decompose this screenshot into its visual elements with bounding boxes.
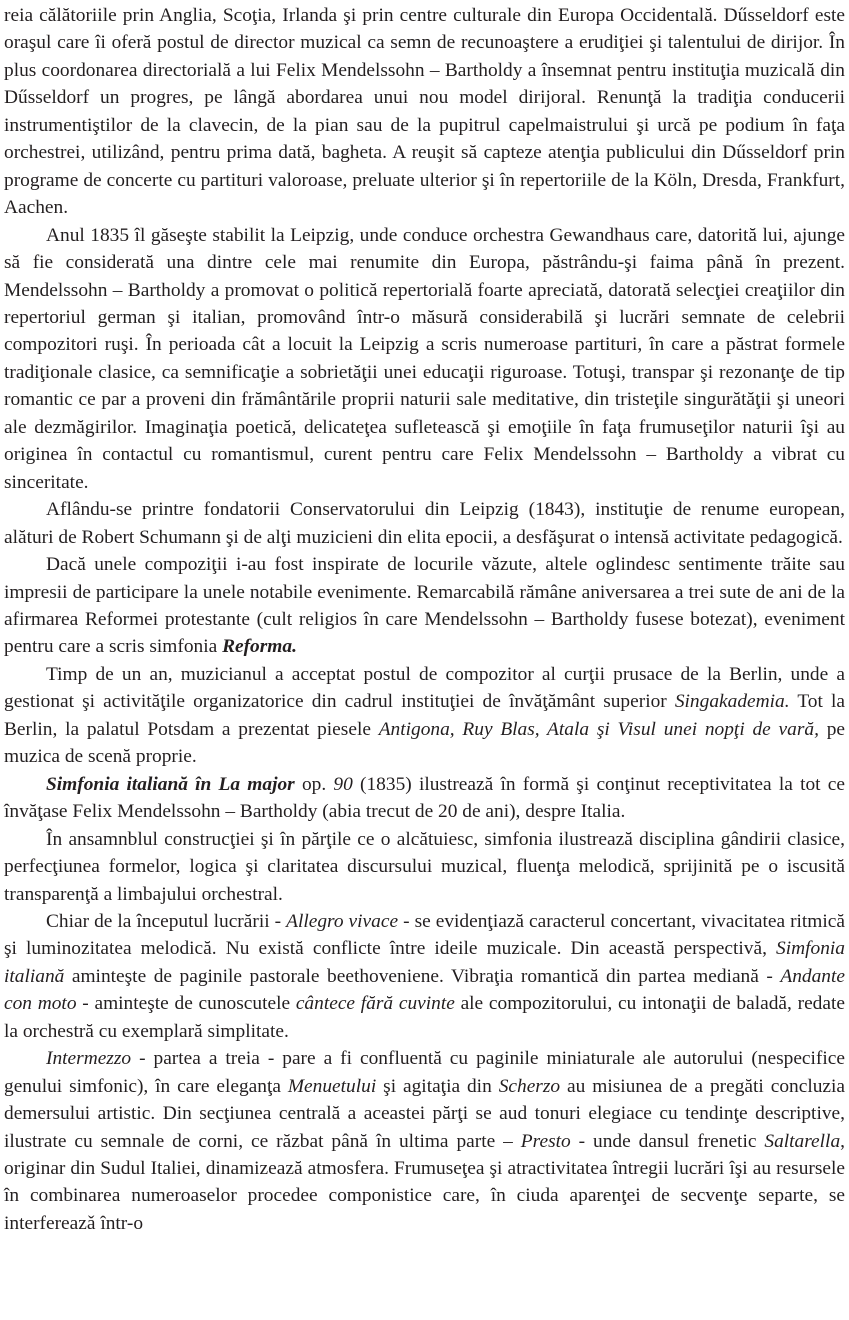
- italic-run: cântece fără cuvinte: [295, 993, 455, 1015]
- italic-run: Allegro vivace: [286, 910, 399, 932]
- text-run: Tot la Berlin, la palatul Potsdam a prezentat piesele: [4, 691, 845, 740]
- italic-run: Intermezzo: [46, 1048, 132, 1070]
- italic-run: Andante con moto: [4, 965, 845, 1015]
- text-run: pe muzica de scenă proprie.: [4, 718, 846, 768]
- text-run: - unde dansul frenetic: [570, 1130, 765, 1152]
- paragraph: [4, 661, 845, 771]
- italic-run: Antigona, Ruy Blas, Atala şi Visul unei nopţi de vară,: [378, 718, 819, 740]
- paragraph: [4, 1045, 845, 1237]
- text-run: şi agitaţia din: [376, 1075, 499, 1097]
- text-run: aminteşte de paginile pastorale beethoveniene. Vibraţia romantică din partea mediană -: [64, 965, 781, 987]
- text-run: op.: [294, 773, 334, 795]
- text-run: au misiunea de a pregăti concluzia demersului artistic. Din secţiunea centrală a aceastei părţi se aud tonuri elegiace cu tendinţe descriptive, ilustrate cu semnale de corni, ce răzbat până în ultima parte –: [4, 1075, 845, 1152]
- text-run: Dacă unele compoziţii i-au fost inspirate de locurile văzute, altele oglindesc sentimente trăite sau impresii de participare la unele notabile evenimente. Remarcabilă rămâne aniversarea a trei sute de ani de la afirmarea Reformei protestante (cult religios în care Mendelssohn – Bartholdy fusese botezat), eveniment pentru care a scris simfonia: [4, 554, 845, 658]
- text-run: În ansamnblul construcţiei şi în părţile ce o alcătuiesc, simfonia ilustrează disciplina gândirii clasice, perfecţiunea formelor, logica şi claritatea discursului muzical, fluenţa melodică, sprijinită pe o iscusită transparenţă a limbajului orchestral.: [4, 828, 845, 905]
- paragraph: [4, 826, 845, 908]
- text-run: Anul 1835 îl găseşte stabilit la Leipzig, unde conduce orchestra Gewandhaus care, datorită lui, ajunge să fie considerată una dintre cele mai renumite din Europa, păstrându-şi faima până în prezent. Mendelssohn – Bartholdy a promovat o politică repertorială foarte apreciată, datorată selecţiei creaţiilor din repertoriul german şi italian, promovând într-o măsură considerabilă şi lucrări semnate de celebrii compozitori ruşi. În perioada cât a locuit la Leipzig a scris numeroase partituri, în care a păstrat formele tradiţionale clasice, ca semnificaţie a sobrietăţii unei educaţii riguroase. Totuşi, transpar şi rezonanţe de tip romantic ce par a proveni din frământările proprii naturii sale meditative, din tristeţile singurătăţii şi uneori ale dezmăgirilor. Imaginaţia poetică, delicateţea sufletească şi emoţiile în faţa frumuseţilor naturii îşi au originea în contactul cu romantismul, curent pentru care Felix Mendelssohn – Bartholdy a vibrat cu sinceritate.: [4, 224, 845, 493]
- italic-run: Menuetului: [287, 1075, 377, 1097]
- italic-run: Simfonia italiană: [4, 938, 845, 987]
- paragraph: [4, 551, 845, 661]
- italic-run: Saltarella: [764, 1130, 841, 1152]
- symphony-title-italiana: Simfonia italiană în La major: [46, 773, 295, 795]
- text-run: Timp de un an, muzicianul a acceptat postul de compozitor al curţii prusace de la Berlin, unde a gestionat şi activităţile organizatorice din cadrul instituţiei de învăţământ superior: [4, 663, 845, 713]
- paragraph: [4, 771, 845, 826]
- italic-run: Scherzo: [498, 1075, 561, 1097]
- paragraph: [4, 496, 845, 551]
- text-run: reia călătoriile prin Anglia, Scoţia, Irlanda şi prin centre culturale din Europa Occidentală. Dűsseldorf este oraşul care îi oferă postul de director muzical ca semn de recunoaştere a erudiţiei şi talentului de dirijor. În plus coordonarea directorială a lui Felix Mendelssohn – Bartholdy a însemnat pentru instituţia muzicală din Dűsseldorf un progres, pe lângă abordarea unui nou model dirijoral. Renunţă la tradiţia conducerii instrumentiştilor de la clavecin, de la pian sau de la pupitrul capelmaistrului şi urcă pe podium în faţa orchestrei, utilizând, pentru prima dată, bagheta. A reuşit să capteze atenţia publicului din Dűsseldorf prin programe de concerte cu partituri valoroase, preluate ulterior şi în repertoriile de la Köln, Dresda, Frankfurt, Aachen.: [4, 5, 845, 219]
- text-run: (1835) ilustrează în formă şi conţinut receptivitatea la tot ce învăţase Felix Mendelssohn – Bartholdy (abia trecut de 20 de ani), despre Italia.: [4, 773, 845, 823]
- text-run: , originar din Sudul Italiei, dinamizează atmosfera. Frumuseţea şi atractivitatea întregii lucrări îşi au resursele în combinarea numeroaselor procedee componistice care, în ciuda aparenţei de secvenţe separte, se interfereazǎ într-o: [4, 1130, 845, 1234]
- italic-run: Presto: [520, 1130, 571, 1152]
- text-run: - partea a treia - pare a fi confluentă cu paginile miniaturale ale autorului (nespecifice genului simfonic), în care eleganţa: [4, 1048, 845, 1097]
- text-run: - aminteşte de cunoscutele: [76, 993, 296, 1015]
- italic-run: Singakademia.: [674, 691, 790, 713]
- symphony-title-reforma: Reforma.: [222, 636, 297, 658]
- text-run: Aflându-se printre fondatorii Conservatorului din Leipzig (1843), instituţie de renume european, alături de Robert Schumann şi de alţi muzicieni din elita epocii, a desfăşurat o intensă activitate pedagogică.: [4, 499, 845, 548]
- paragraph: [4, 908, 845, 1045]
- text-run: Chiar de la începutul lucrării -: [46, 910, 287, 932]
- text-run: - se evidenţiază caracterul concertant, vivacitatea ritmică şi luminozitatea melodică. Nu există conflicte între ideile muzicale. Din această perspectivă,: [4, 910, 845, 960]
- paragraph: [4, 2, 845, 222]
- italic-run: 90: [333, 773, 353, 795]
- text-run: ale compozitorului, cu intonaţii de baladă, redate la orchestră cu exemplară simplitate.: [4, 993, 845, 1042]
- paragraph: [4, 222, 845, 497]
